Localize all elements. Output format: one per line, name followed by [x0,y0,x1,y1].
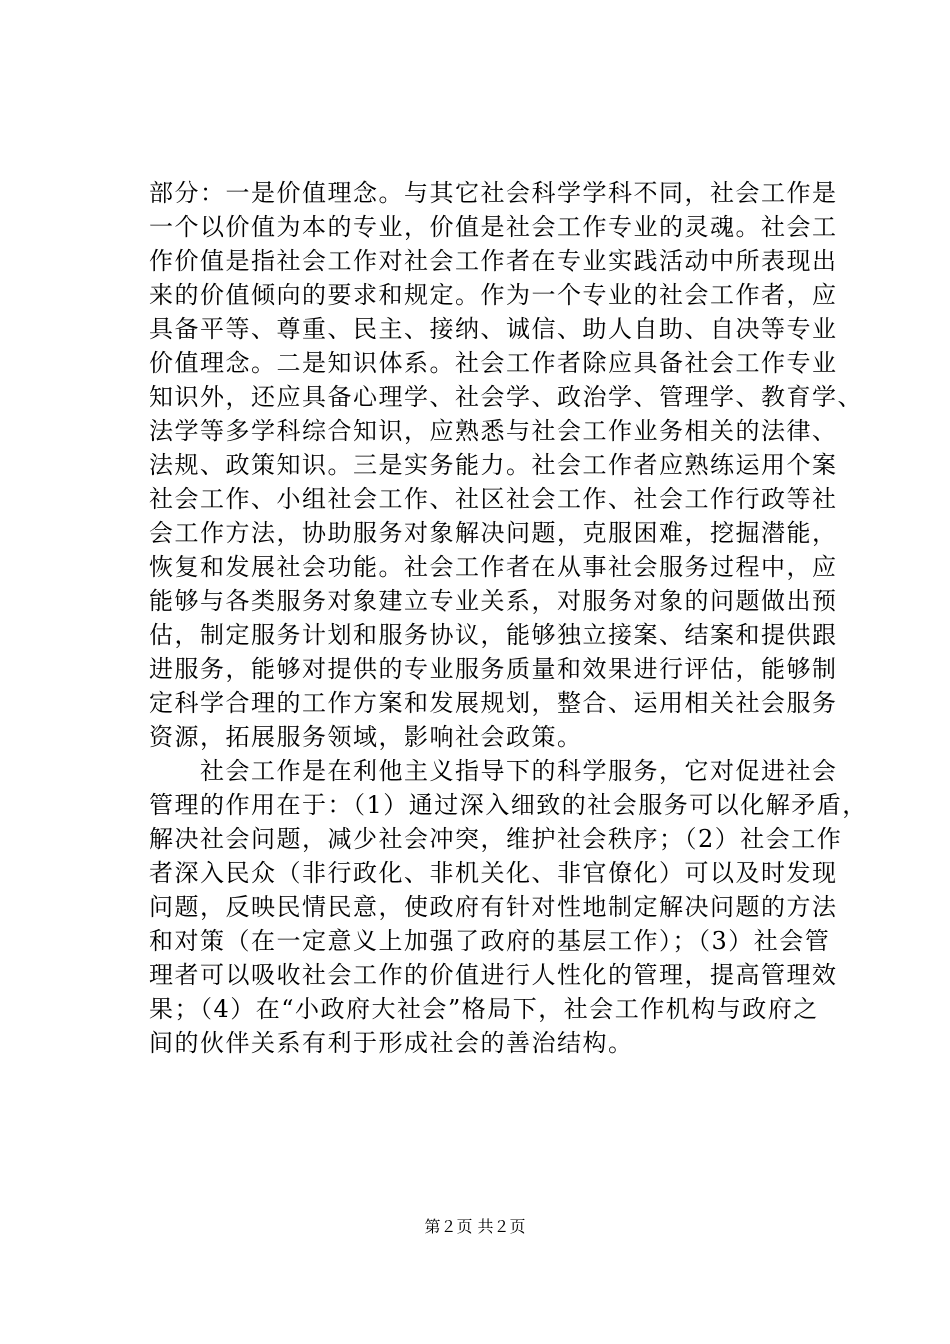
text-line: 作价值是指社会工作对社会工作者在专业实践活动中所表现出 [149,247,838,275]
text-line: 果；（4）在“小政府大社会”格局下，社会工作机构与政府之 [149,995,819,1023]
text-line: 理者可以吸收社会工作的价值进行人性化的管理，提高管理效 [149,961,838,989]
text-line: 来的价值倾向的要求和规定。作为一个专业的社会工作者，应 [149,281,838,309]
text-line: 具备平等、尊重、民主、接纳、诚信、助人自助、自决等专业 [149,315,838,343]
text-line: 一个以价值为本的专业，价值是社会工作专业的灵魂。社会工 [149,213,838,241]
text-line: 法学等多学科综合知识，应熟悉与社会工作业务相关的法律、 [149,417,838,445]
text-line: 会工作方法，协助服务对象解决问题，克服困难，挖掘潜能， [149,519,838,547]
text-line: 恢复和发展社会功能。社会工作者在从事社会服务过程中，应 [149,553,838,581]
text-line: 估，制定服务计划和服务协议，能够独立接案、结案和提供跟 [149,621,838,649]
text-line: 问题，反映民情民意，使政府有针对性地制定解决问题的方法 [149,893,838,921]
text-line: 管理的作用在于：（1）通过深入细致的社会服务可以化解矛盾， [149,791,868,819]
text-line: 部分：一是价值理念。与其它社会科学学科不同，社会工作是 [149,179,838,207]
text-line: 能够与各类服务对象建立专业关系，对服务对象的问题做出预 [149,587,838,615]
body-text [149,176,868,1060]
text-line: 资源，拓展服务领域，影响社会政策。 [149,723,583,751]
text-line: 解决社会问题，减少社会冲突，维护社会秩序；（2）社会工作 [149,825,843,853]
page-footer [0,1217,950,1237]
text-line: 进服务，能够对提供的专业服务质量和效果进行评估，能够制 [149,655,838,683]
text-line: 社会工作是在利他主义指导下的科学服务，它对促进社会 [149,757,838,785]
text-line: 间的伙伴关系有利于形成社会的善治结构。 [149,1029,634,1057]
text-line: 定科学合理的工作方案和发展规划，整合、运用相关社会服务 [149,689,838,717]
text-line: 者深入民众（非行政化、非机关化、非官僚化）可以及时发现 [149,859,838,887]
text-line: 和对策（在一定意义上加强了政府的基层工作）；（3）社会管 [149,927,831,955]
text-line: 知识外，还应具备心理学、社会学、政治学、管理学、教育学、 [149,383,863,411]
text-line: 价值理念。二是知识体系。社会工作者除应具备社会工作专业 [149,349,838,377]
page-indicator: 第２页 共２页 [424,1217,526,1236]
text-line: 社会工作、小组社会工作、社区社会工作、社会工作行政等社 [149,485,838,513]
text-line: 法规、政策知识。三是实务能力。社会工作者应熟练运用个案 [149,451,838,479]
